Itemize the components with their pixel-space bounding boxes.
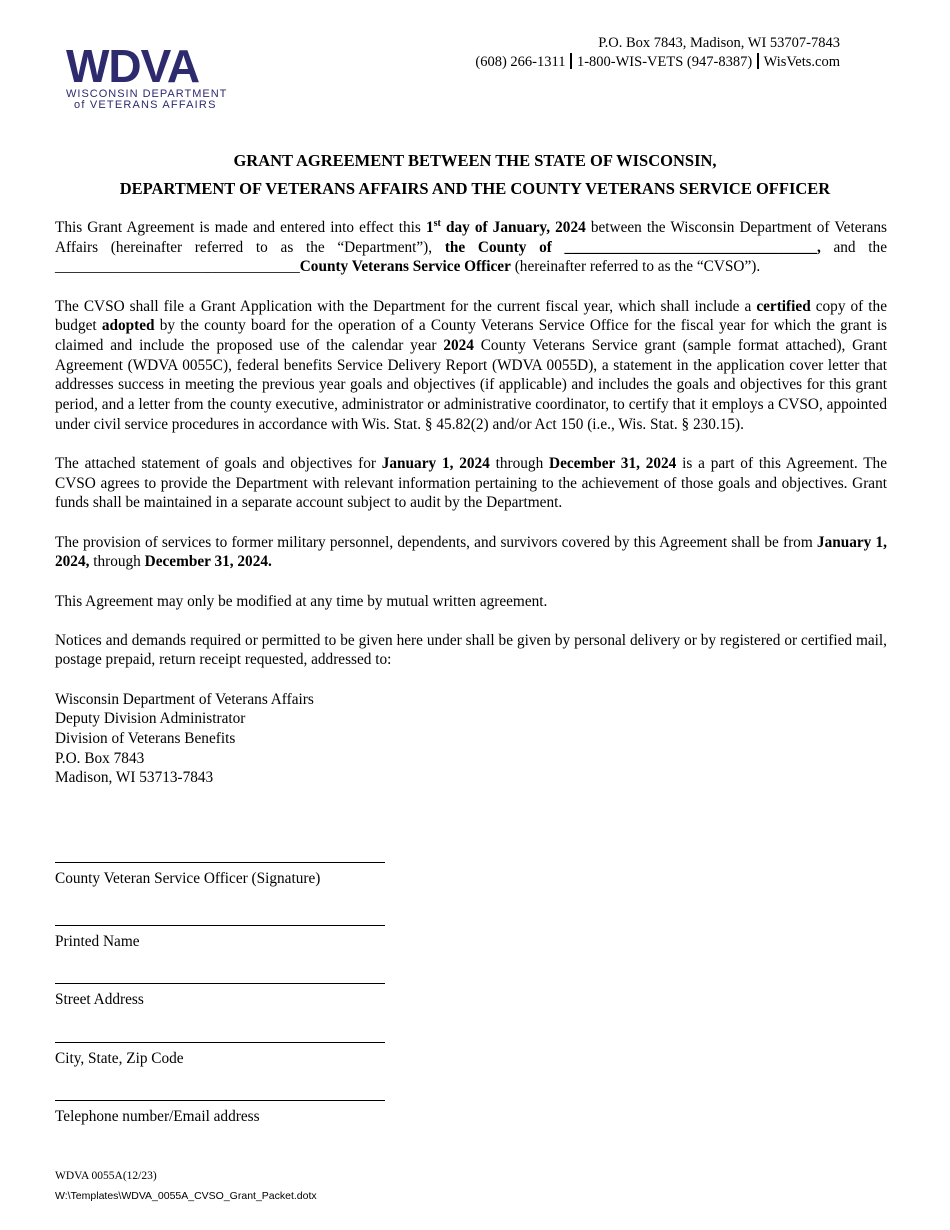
field-label: Printed Name	[55, 933, 140, 950]
printed-name-field[interactable]	[55, 925, 385, 951]
contact-info	[475, 34, 840, 72]
field-label: City, State, Zip Code	[55, 1050, 184, 1067]
county-blank: the County of _________________________________,	[444, 238, 821, 256]
paragraph-parties: This Grant Agreement is made and entered into effect this 1st day of January, 2024 between the Wisconsin Department of Veterans Affairs (hereinafter referred to as the “Department”), the County of _________________________________, and the ________________________________County Veterans Service Officer (hereinafter referred to as the “CVSO”).	[55, 217, 887, 276]
separator	[570, 53, 572, 69]
contact-tollfree: 1-800-WIS-VETS (947-8387)	[576, 54, 753, 70]
contact-address: P.O. Box 7843, Madison, WI 53707-7843	[598, 35, 840, 51]
address-line: Division of Veterans Benefits	[55, 730, 236, 748]
city-state-zip-field[interactable]	[55, 1042, 385, 1068]
contact-phone: (608) 266-1311	[475, 54, 566, 70]
address-line: P.O. Box 7843	[55, 749, 145, 767]
title-line-2: DEPARTMENT OF VETERANS AFFAIRS AND THE COUNTY VETERANS SERVICE OFFICER	[119, 179, 831, 198]
telephone-email-field[interactable]	[55, 1100, 385, 1126]
wdva-wordmark-text: WDVA	[66, 44, 200, 86]
document-title	[0, 147, 950, 203]
street-address-field[interactable]	[55, 983, 385, 1009]
mailing-address	[55, 690, 887, 789]
template-path: W:\Templates\WDVA_0055A_CVSO_Grant_Packet.dotx	[55, 1190, 317, 1202]
title-line-1: GRANT AGREEMENT BETWEEN THE STATE OF WISCONSIN,	[233, 151, 717, 170]
signature-field[interactable]	[55, 862, 385, 888]
agreement-body	[55, 218, 887, 788]
field-label: Telephone number/Email address	[55, 1108, 260, 1125]
contact-website: WisVets.com	[763, 54, 840, 70]
paragraph-application: The CVSO shall file a Grant Application with the Department for the current fiscal year, which shall include a certified copy of the budget adopted by the county board for the operation of a County Veterans Service Office for the fiscal year for which the grant is claimed and include the proposed use of the calendar year 2024 County Veterans Service grant (sample format attached), Grant Agreement (WDVA 0055C), federal benefits Service Delivery Report (WDVA 0055D), a statement in the application cover letter that addresses success in meeting the previous year goals and objectives (if applicable) and includes the goals and objectives for this grant period, and a letter from the county executive, administrator or administrative coordinator, to certify that it employs a CVSO, appointed under civil service procedures in accordance with Wis. Stat. § 45.82(2) and/or Act 150 (i.e., Wis. Stat. § 230.15).	[55, 297, 887, 433]
address-line: Deputy Division Administrator	[55, 710, 246, 728]
contact-phones	[475, 53, 840, 72]
paragraph-services: The provision of services to former military personnel, dependents, and survivors covered by this Agreement shall be from January 1, 2024, through December 31, 2024.	[55, 533, 887, 571]
logo-line-1: WISCONSIN DEPARTMENT	[66, 88, 228, 100]
paragraph-modification: This Agreement may only be modified at any time by mutual written agreement.	[55, 592, 548, 610]
city-state-zip-line[interactable]	[55, 1042, 385, 1043]
street-address-line[interactable]	[55, 983, 385, 984]
address-line: Wisconsin Department of Veterans Affairs	[55, 690, 314, 708]
paragraph-goals: The attached statement of goals and objectives for January 1, 2024 through December 31, 2024 is a part of this Agreement. The CVSO agrees to provide the Department with relevant information pertaining to the achievement of those goals and objectives. Grant funds shall be maintained in a separate account subject to audit by the Department.	[55, 455, 887, 512]
paragraph-notices: Notices and demands required or permitted to be given here under shall be given by personal delivery or by registered or certified mail, postage prepaid, return receipt requested, addressed to:	[55, 631, 887, 669]
logo-line-2: of VETERANS AFFAIRS	[74, 99, 217, 111]
telephone-email-line[interactable]	[55, 1100, 385, 1101]
field-label: Street Address	[55, 991, 144, 1008]
wdva-logo	[66, 44, 231, 111]
printed-name-line[interactable]	[55, 925, 385, 926]
signature-line[interactable]	[55, 862, 385, 863]
address-line: Madison, WI 53713-7843	[55, 769, 214, 787]
wdva-wordmark-icon	[66, 44, 226, 86]
field-label: County Veteran Service Officer (Signature)	[55, 870, 321, 887]
separator	[757, 53, 759, 69]
form-id: WDVA 0055A(12/23)	[55, 1170, 157, 1182]
